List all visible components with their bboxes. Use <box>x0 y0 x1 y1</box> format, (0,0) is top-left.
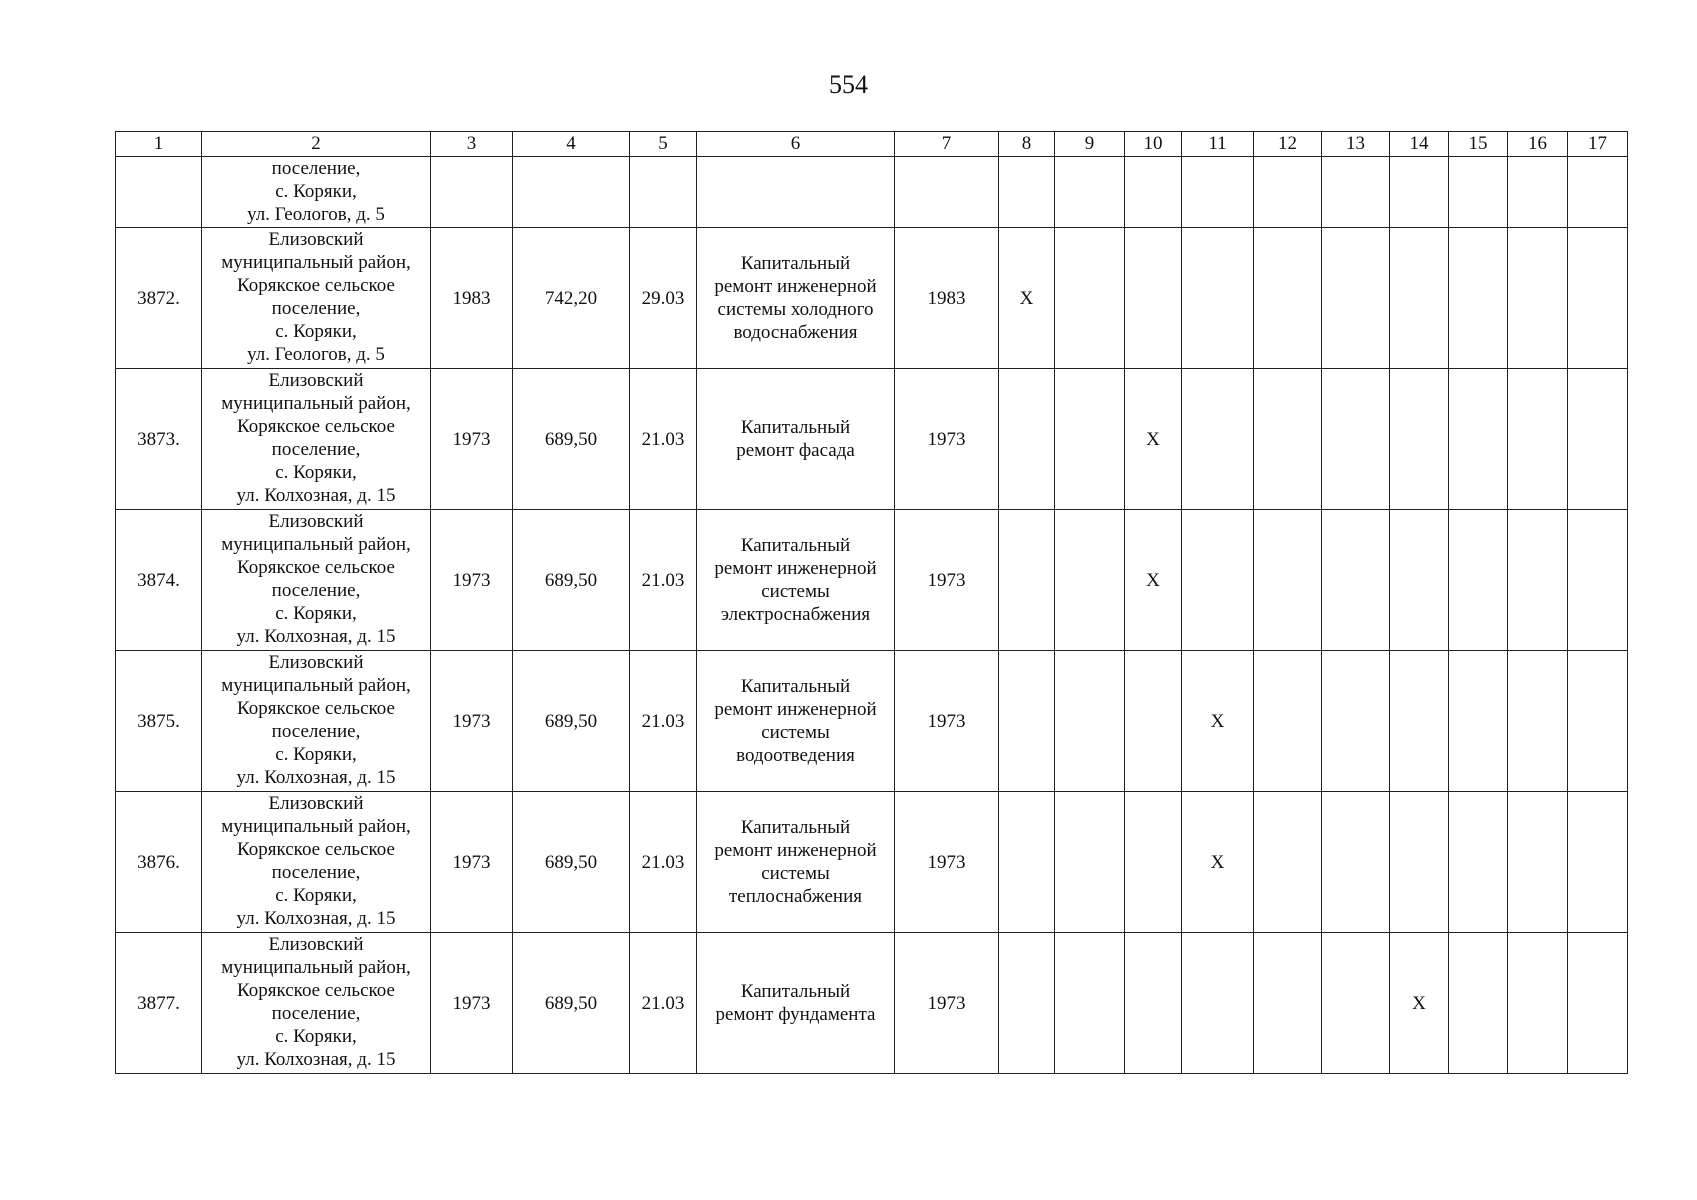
mark-cell-col-14 <box>1390 157 1449 228</box>
build-year-cell: 1973 <box>431 651 513 792</box>
build-year-cell: 1973 <box>431 933 513 1074</box>
column-header: 3 <box>431 132 513 157</box>
address-cell: Елизовский муниципальный район, Корякское сельское поселение, с. Коряки, ул. Колхозная, д. 15 <box>202 792 431 933</box>
column-header: 9 <box>1055 132 1125 157</box>
area-cell: 689,50 <box>513 510 630 651</box>
year-cell: 1973 <box>895 369 999 510</box>
mark-cell-col-8: X <box>999 228 1055 369</box>
column-header: 7 <box>895 132 999 157</box>
mark-cell-col-10 <box>1125 228 1182 369</box>
mark-cell-col-11 <box>1182 369 1254 510</box>
mark-cell-col-15 <box>1449 228 1508 369</box>
mark-cell-col-17 <box>1568 369 1628 510</box>
mark-cell-col-13 <box>1322 157 1390 228</box>
mark-cell-col-14: X <box>1390 933 1449 1074</box>
mark-cell-col-8 <box>999 510 1055 651</box>
column-header: 15 <box>1449 132 1508 157</box>
work-type-cell <box>697 157 895 228</box>
column-header: 5 <box>630 132 697 157</box>
column-header: 12 <box>1254 132 1322 157</box>
mark-cell-col-8 <box>999 792 1055 933</box>
work-type-cell: Капитальный ремонт инженерной системы электроснабжения <box>697 510 895 651</box>
table-row <box>116 510 1628 651</box>
address-cell: Елизовский муниципальный район, Корякское сельское поселение, с. Коряки, ул. Колхозная, д. 15 <box>202 933 431 1074</box>
column-number-header-row <box>116 132 1628 157</box>
mark-cell-col-9 <box>1055 651 1125 792</box>
mark-cell-col-15 <box>1449 651 1508 792</box>
code-cell: 21.03 <box>630 369 697 510</box>
mark-cell-col-10 <box>1125 651 1182 792</box>
mark-cell-col-17 <box>1568 228 1628 369</box>
year-cell: 1983 <box>895 228 999 369</box>
work-type-cell: Капитальный ремонт инженерной системы водоотведения <box>697 651 895 792</box>
mark-cell-col-17 <box>1568 157 1628 228</box>
mark-cell-col-12 <box>1254 510 1322 651</box>
mark-cell-col-12 <box>1254 933 1322 1074</box>
mark-cell-col-8 <box>999 369 1055 510</box>
column-header: 8 <box>999 132 1055 157</box>
mark-cell-col-10 <box>1125 157 1182 228</box>
column-header: 13 <box>1322 132 1390 157</box>
mark-cell-col-13 <box>1322 369 1390 510</box>
mark-cell-col-16 <box>1508 510 1568 651</box>
mark-cell-col-12 <box>1254 157 1322 228</box>
mark-cell-col-8 <box>999 157 1055 228</box>
work-type-cell: Капитальный ремонт инженерной системы холодного водоснабжения <box>697 228 895 369</box>
build-year-cell: 1983 <box>431 228 513 369</box>
mark-cell-col-9 <box>1055 510 1125 651</box>
build-year-cell: 1973 <box>431 792 513 933</box>
table-row <box>116 157 1628 228</box>
year-cell: 1973 <box>895 651 999 792</box>
table-row <box>116 369 1628 510</box>
mark-cell-col-11: X <box>1182 792 1254 933</box>
mark-cell-col-16 <box>1508 157 1568 228</box>
mark-cell-col-9 <box>1055 228 1125 369</box>
code-cell: 21.03 <box>630 651 697 792</box>
address-cell: поселение, с. Коряки, ул. Геологов, д. 5 <box>202 157 431 228</box>
work-type-cell: Капитальный ремонт фундамента <box>697 933 895 1074</box>
mark-cell-col-11: X <box>1182 651 1254 792</box>
row-number-cell: 3875. <box>116 651 202 792</box>
page-number: 554 <box>829 70 868 99</box>
row-number-cell: 3873. <box>116 369 202 510</box>
mark-cell-col-16 <box>1508 792 1568 933</box>
mark-cell-col-12 <box>1254 651 1322 792</box>
mark-cell-col-14 <box>1390 651 1449 792</box>
mark-cell-col-12 <box>1254 228 1322 369</box>
mark-cell-col-14 <box>1390 510 1449 651</box>
row-number-cell: 3872. <box>116 228 202 369</box>
code-cell: 21.03 <box>630 933 697 1074</box>
mark-cell-col-11 <box>1182 228 1254 369</box>
mark-cell-col-8 <box>999 933 1055 1074</box>
column-header: 6 <box>697 132 895 157</box>
mark-cell-col-14 <box>1390 792 1449 933</box>
code-cell: 21.03 <box>630 510 697 651</box>
mark-cell-col-9 <box>1055 157 1125 228</box>
table-row <box>116 228 1628 369</box>
area-cell <box>513 157 630 228</box>
column-header: 10 <box>1125 132 1182 157</box>
mark-cell-col-16 <box>1508 228 1568 369</box>
mark-cell-col-17 <box>1568 792 1628 933</box>
mark-cell-col-16 <box>1508 933 1568 1074</box>
register-body <box>116 157 1628 1074</box>
mark-cell-col-14 <box>1390 369 1449 510</box>
area-cell: 689,50 <box>513 933 630 1074</box>
year-cell: 1973 <box>895 792 999 933</box>
table-row <box>116 792 1628 933</box>
mark-cell-col-16 <box>1508 651 1568 792</box>
address-cell: Елизовский муниципальный район, Корякское сельское поселение, с. Коряки, ул. Колхозная, д. 15 <box>202 651 431 792</box>
mark-cell-col-10: X <box>1125 369 1182 510</box>
mark-cell-col-15 <box>1449 369 1508 510</box>
mark-cell-col-11 <box>1182 933 1254 1074</box>
year-cell: 1973 <box>895 510 999 651</box>
mark-cell-col-13 <box>1322 792 1390 933</box>
mark-cell-col-17 <box>1568 651 1628 792</box>
column-header: 16 <box>1508 132 1568 157</box>
mark-cell-col-13 <box>1322 510 1390 651</box>
build-year-cell: 1973 <box>431 369 513 510</box>
column-header: 11 <box>1182 132 1254 157</box>
area-cell: 742,20 <box>513 228 630 369</box>
row-number-cell: 3874. <box>116 510 202 651</box>
row-number-cell: 3877. <box>116 933 202 1074</box>
mark-cell-col-9 <box>1055 792 1125 933</box>
mark-cell-col-12 <box>1254 792 1322 933</box>
mark-cell-col-13 <box>1322 228 1390 369</box>
build-year-cell <box>431 157 513 228</box>
row-number-cell <box>116 157 202 228</box>
code-cell <box>630 157 697 228</box>
mark-cell-col-17 <box>1568 933 1628 1074</box>
year-cell <box>895 157 999 228</box>
mark-cell-col-14 <box>1390 228 1449 369</box>
address-cell: Елизовский муниципальный район, Корякское сельское поселение, с. Коряки, ул. Колхозная, д. 15 <box>202 369 431 510</box>
column-header: 2 <box>202 132 431 157</box>
build-year-cell: 1973 <box>431 510 513 651</box>
row-number-cell: 3876. <box>116 792 202 933</box>
mark-cell-col-15 <box>1449 792 1508 933</box>
column-header: 14 <box>1390 132 1449 157</box>
mark-cell-col-15 <box>1449 157 1508 228</box>
mark-cell-col-10 <box>1125 933 1182 1074</box>
repair-register-table <box>115 131 1628 1074</box>
mark-cell-col-9 <box>1055 369 1125 510</box>
mark-cell-col-9 <box>1055 933 1125 1074</box>
mark-cell-col-15 <box>1449 510 1508 651</box>
mark-cell-col-11 <box>1182 510 1254 651</box>
mark-cell-col-10: X <box>1125 510 1182 651</box>
column-header: 17 <box>1568 132 1628 157</box>
mark-cell-col-13 <box>1322 651 1390 792</box>
work-type-cell: Капитальный ремонт инженерной системы теплоснабжения <box>697 792 895 933</box>
area-cell: 689,50 <box>513 369 630 510</box>
mark-cell-col-11 <box>1182 157 1254 228</box>
mark-cell-col-10 <box>1125 792 1182 933</box>
area-cell: 689,50 <box>513 651 630 792</box>
area-cell: 689,50 <box>513 792 630 933</box>
mark-cell-col-13 <box>1322 933 1390 1074</box>
year-cell: 1973 <box>895 933 999 1074</box>
mark-cell-col-17 <box>1568 510 1628 651</box>
column-header: 1 <box>116 132 202 157</box>
mark-cell-col-12 <box>1254 369 1322 510</box>
column-header: 4 <box>513 132 630 157</box>
address-cell: Елизовский муниципальный район, Корякское сельское поселение, с. Коряки, ул. Колхозная, д. 15 <box>202 510 431 651</box>
mark-cell-col-15 <box>1449 933 1508 1074</box>
table-row <box>116 651 1628 792</box>
address-cell: Елизовский муниципальный район, Корякское сельское поселение, с. Коряки, ул. Геологов, д. 5 <box>202 228 431 369</box>
code-cell: 29.03 <box>630 228 697 369</box>
mark-cell-col-16 <box>1508 369 1568 510</box>
mark-cell-col-8 <box>999 651 1055 792</box>
code-cell: 21.03 <box>630 792 697 933</box>
work-type-cell: Капитальный ремонт фасада <box>697 369 895 510</box>
table-row <box>116 933 1628 1074</box>
